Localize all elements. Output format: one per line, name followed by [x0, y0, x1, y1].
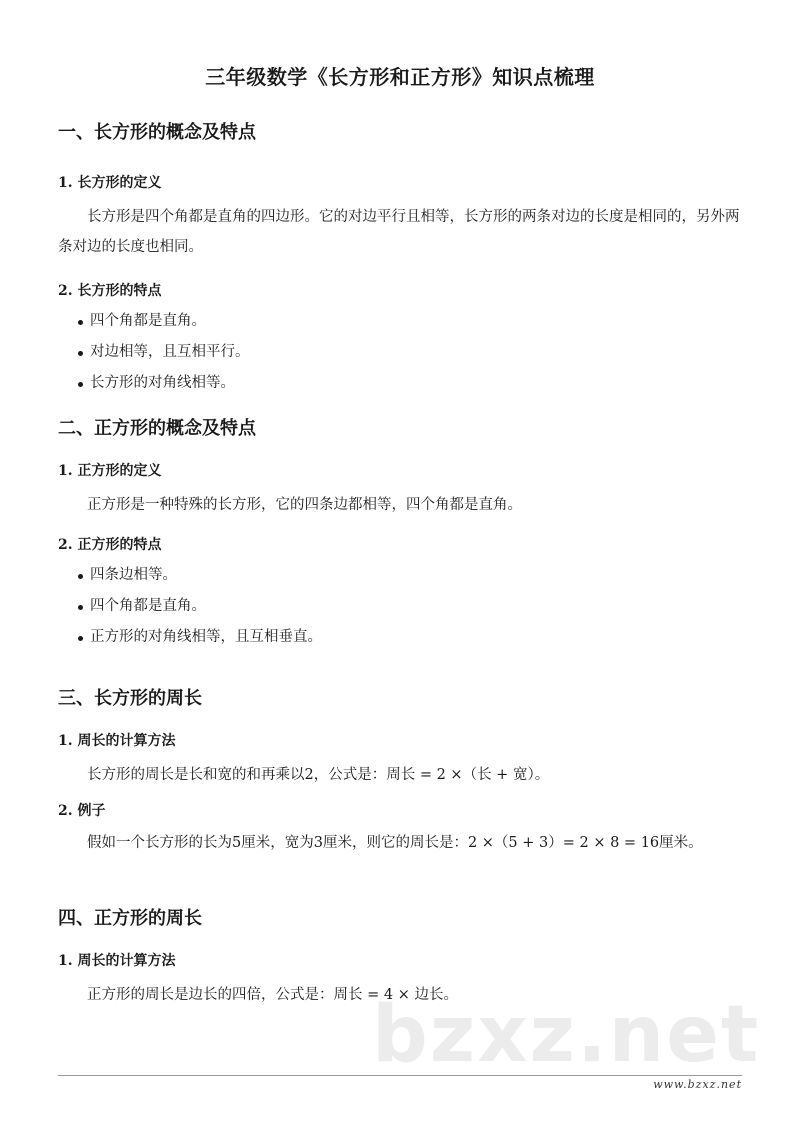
section-heading: 四、正方形的周长: [58, 908, 202, 929]
section-heading: 二、正方形的概念及特点: [58, 418, 256, 439]
list-item: 长方形的对角线相等。: [58, 368, 748, 399]
section-heading: 三、长方形的周长: [58, 688, 202, 709]
list-item: 对边相等，且互相平行。: [58, 337, 748, 368]
list-item: 四个角都是直角。: [58, 591, 748, 622]
subsection-heading: 2. 例子: [58, 803, 106, 819]
subsection-heading: 1. 周长的计算方法: [58, 733, 176, 749]
subsection-heading: 1. 长方形的定义: [58, 175, 162, 191]
subsection-heading: 1. 正方形的定义: [58, 463, 162, 479]
list-item: 正方形的对角线相等，且互相垂直。: [58, 622, 748, 653]
formula-paragraph: 正方形的周长是边长的四倍，公式是：周长 = 4 × 边长。: [87, 987, 458, 1003]
subsection-heading: 2. 正方形的特点: [58, 537, 162, 553]
footer-url: www.bzxz.net: [653, 1078, 742, 1091]
definition-paragraph: 长方形是四个角都是直角的四边形。它的对边平行且相等，长方形的两条对边的长度是相同的，另外两条对边的长度也相同。: [58, 209, 740, 255]
feature-list: [58, 560, 748, 653]
list-item: 四个角都是直角。: [58, 306, 748, 337]
page-title: 三年级数学《长方形和正方形》知识点梳理: [205, 65, 595, 89]
list-item: 四条边相等。: [58, 560, 748, 591]
subsection-heading: 2. 长方形的特点: [58, 283, 162, 299]
feature-list: [58, 306, 748, 399]
watermark: bzxz.net: [372, 990, 761, 1080]
section-square-concept: [58, 416, 748, 653]
subsection-heading: 1. 周长的计算方法: [58, 953, 176, 969]
footer-divider: [58, 1075, 742, 1076]
definition-paragraph: 正方形是一种特殊的长方形，它的四条边都相等，四个角都是直角。: [87, 497, 522, 513]
section-rectangle-perimeter: [58, 686, 748, 858]
formula-paragraph: 长方形的周长是长和宽的和再乘以2，公式是：周长 = 2 ×（长 + 宽）。: [87, 767, 550, 783]
section-heading: 一、长方形的概念及特点: [58, 122, 256, 143]
section-rectangle-concept: [58, 120, 748, 399]
example-paragraph: 假如一个长方形的长为5厘米，宽为3厘米，则它的周长是：2 ×（5 + 3）= 2 × 8 = 16厘米。: [87, 835, 703, 851]
